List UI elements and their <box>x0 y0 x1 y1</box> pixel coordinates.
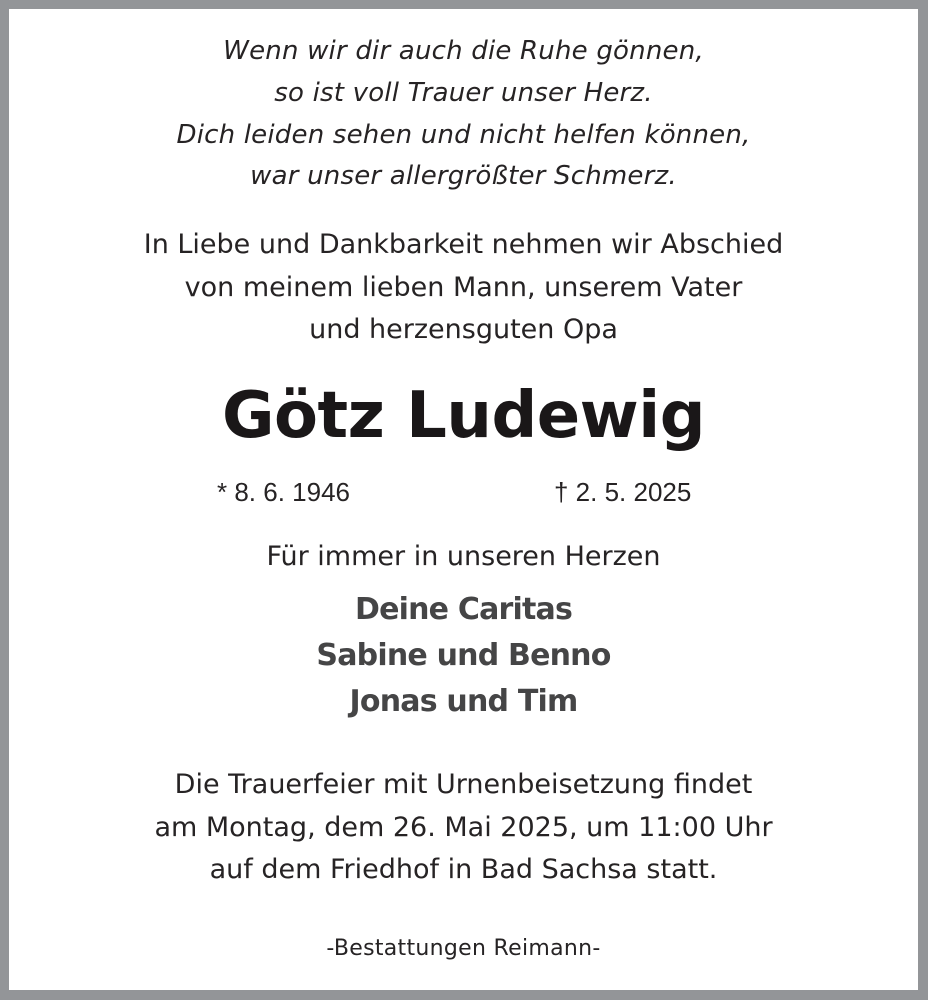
service-line: auf dem Friedhof in Bad Sachsa statt. <box>209 854 718 885</box>
memory-line: Für immer in unseren Herzen <box>266 541 661 572</box>
deceased-name: Götz Ludewig <box>221 379 706 453</box>
service-line: am Montag, dem 26. Mai 2025, um 11:00 Uhr <box>154 812 773 843</box>
family-name: Jonas und Tim <box>349 684 578 719</box>
verse-line: so ist voll Trauer unser Herz. <box>274 78 653 108</box>
intro-line: von meinem lieben Mann, unserem Vater <box>184 272 743 303</box>
intro-line: In Liebe und Dankbarkeit nehmen wir Abschied <box>143 229 784 260</box>
obituary-notice <box>9 9 918 990</box>
verse-line: Wenn wir dir auch die Ruhe gönnen, <box>223 36 704 66</box>
family-name: Sabine und Benno <box>316 638 611 673</box>
intro-line: und herzensguten Opa <box>309 314 618 345</box>
birth-date: * 8. 6. 1946 <box>217 477 350 507</box>
death-date: † 2. 5. 2025 <box>554 477 692 507</box>
undertaker-name: -Bestattungen Reimann- <box>326 936 601 961</box>
family-name: Deine Caritas <box>354 592 573 627</box>
verse-line: Dich leiden sehen und nicht helfen können, <box>176 120 751 150</box>
verse-line: war unser allergrößter Schmerz. <box>250 161 677 191</box>
service-line: Die Trauerfeier mit Urnenbeisetzung findet <box>174 769 753 800</box>
